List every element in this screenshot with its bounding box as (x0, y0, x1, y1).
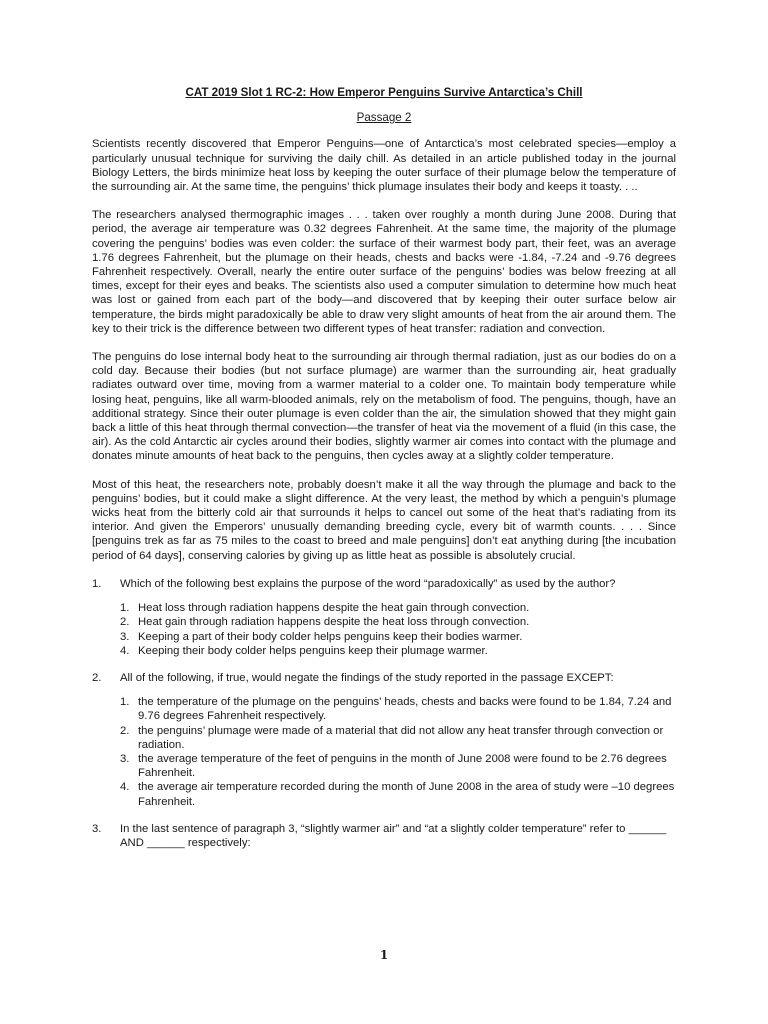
option-number: 4. (120, 644, 130, 657)
answer-option (120, 695, 676, 723)
document-content (92, 86, 676, 860)
passage-paragraph-1: Scientists recently discovered that Emperor Penguins—one of Antarctica’s most celebrated species—employ a particularly unusual technique for surviving the daily chill. As detailed in an article published today in the journal Biology Letters, the birds minimize heat loss by keeping the outer surface of their plumage below the temperature of the surrounding air. At the same time, the penguins’ thick plumage insulates their body and keeps it toasty. . .. (92, 138, 676, 194)
option-number: 2. (120, 616, 130, 629)
passage-paragraph-2: The researchers analysed thermographic images . . . taken over roughly a month during June 2008. During that period, the average air temperature was 0.32 degrees Fahrenheit. At the same time, the majority of the plumage covering the penguins’ bodies was even colder: the surface of their warmest body part, their feet, was an average 1.76 degrees Fahrenheit, but the plumage on their heads, chests and backs were -1.84, -7.24 and -9.76 degrees Fahrenheit respectively. Overall, nearly the entire outer surface of the penguins’ bodies was below freezing at all times, except for their eyes and beaks. The scientists also used a computer simulation to determine how much heat was lost or gained from each part of the body—and discovered that by keeping their outer surface below air temperature, the birds might paradoxically be able to draw very slight amounts of heat from the air around them. The key to their trick is the difference between two different types of heat transfer: radiation and convection. (92, 209, 676, 335)
answer-option (120, 724, 676, 752)
option-text: Keeping their body colder helps penguins keep their plumage warmer. (138, 644, 488, 657)
question-2 (92, 671, 676, 685)
option-number: 2. (120, 724, 130, 737)
passage-heading: Passage 2 (356, 111, 412, 125)
option-text: the average air temperature recorded during the month of June 2008 in the area of study were –10 degrees Fahrenheit. (138, 781, 675, 808)
question-3 (92, 822, 676, 850)
option-number: 1. (120, 696, 130, 709)
option-text: Keeping a part of their body colder helps penguins keep their bodies warmer. (138, 630, 523, 643)
option-number: 1. (120, 602, 130, 615)
question-number: 1. (92, 577, 102, 590)
option-number: 4. (120, 781, 130, 794)
option-text: the penguins’ plumage were made of a material that did not allow any heat transfer through convection or radiation. (138, 724, 664, 751)
passage-paragraph-3: The penguins do lose internal body heat to the surrounding air through thermal radiation, just as our bodies do on a cold day. Because their bodies (but not surface plumage) are warmer than the surrounding air, heat gradually radiates outward over time, moving from a warmer material to a colder one. To maintain body temperature while losing heat, penguins, like all warm-blooded animals, rely on the metabolism of food. The penguins, though, have an additional strategy. Since their outer plumage is even colder than the air, the simulation showed that they might gain back a little of this heat through thermal convection—the transfer of heat via the movement of a fluid (in this case, the air). As the cold Antarctic air cycles around their bodies, slightly warmer air comes into contact with the plumage and donates minute amounts of heat back to the penguins, then cycles away at a slightly colder temperature. (92, 351, 676, 463)
answer-option (120, 752, 676, 780)
question-text: In the last sentence of paragraph 3, “slightly warmer air” and “at a slightly colder temperature” refer to ______ AND ______ respectively: (120, 822, 667, 849)
question-number: 3. (92, 822, 102, 835)
question-text: All of the following, if true, would negate the findings of the study reported in the passage EXCEPT: (120, 671, 614, 684)
option-text: the average temperature of the feet of penguins in the month of June 2008 were found to be 2.76 degrees Fahrenheit. (138, 752, 667, 780)
passage-paragraph-4: Most of this heat, the researchers note, probably doesn’t make it all the way through the plumage and back to the penguins’ bodies, but it could make a slight difference. At the very least, the method by which a penguin’s plumage wicks heat from the bitterly cold air that surrounds it helps to cancel out some of the heat that’s radiating from its interior. And given the Emperors’ unusually demanding breeding cycle, every bit of warmth counts. . . . Since [penguins trek as far as 75 miles to the coast to breed and male penguins] don’t eat anything during [the incubation period of 64 days], conserving calories by giving up as little heat as possible is absolutely crucial. (92, 478, 676, 562)
document-title: CAT 2019 Slot 1 RC-2: How Emperor Penguins Survive Antarctica’s Chill (185, 86, 583, 99)
option-text: Heat gain through radiation happens despite the heat loss through convection. (138, 616, 530, 629)
answer-option (120, 780, 676, 808)
option-number: 3. (120, 630, 130, 643)
option-text: Heat loss through radiation happens despite the heat gain through convection. (138, 602, 530, 615)
page-number: 1 (379, 948, 389, 962)
question-1-options (120, 601, 676, 658)
question-2-options (120, 695, 676, 809)
question-text: Which of the following best explains the purpose of the word “paradoxically” as used by the author? (120, 577, 616, 590)
question-1 (92, 577, 676, 591)
answer-option (120, 601, 676, 615)
option-number: 3. (120, 752, 130, 765)
answer-option (120, 630, 676, 644)
answer-option (120, 644, 676, 658)
answer-option (120, 615, 676, 629)
question-number: 2. (92, 671, 102, 684)
option-text: the temperature of the plumage on the penguins’ heads, chests and backs were found to be 1.84, 7.24 and 9.76 degrees Fahrenheit respectively. (138, 696, 672, 723)
